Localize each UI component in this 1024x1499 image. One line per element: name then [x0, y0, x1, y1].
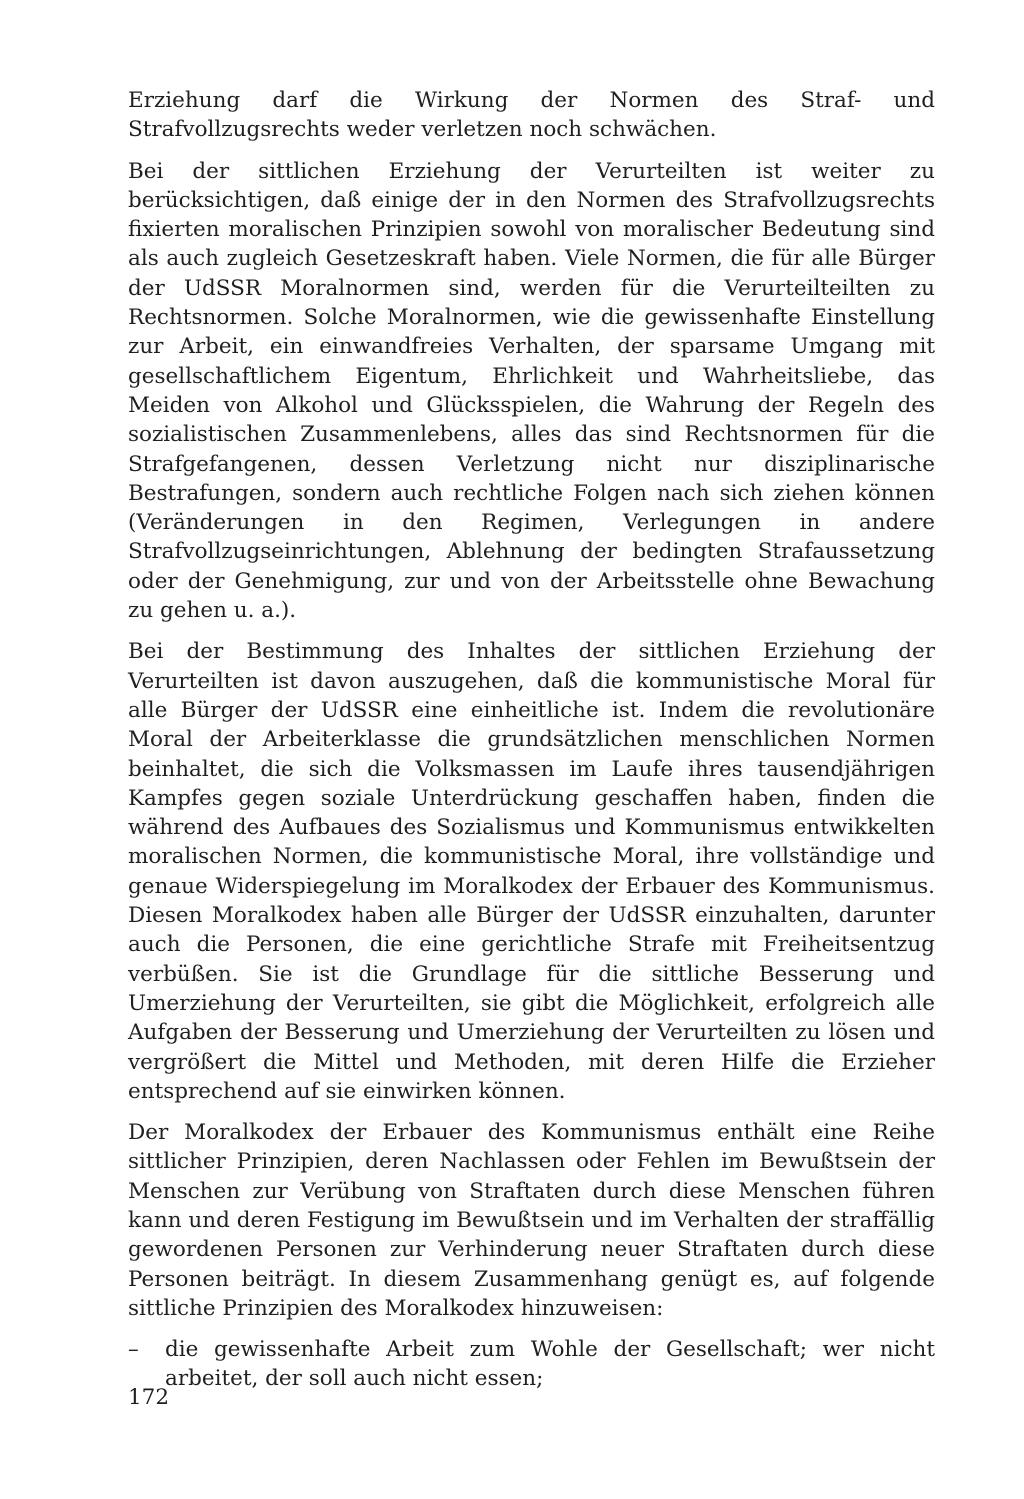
page-number: 172 [128, 1385, 170, 1410]
list-item-text: die gewissenhafte Arbeit zum Wohle der Gesellschaft; wer nicht arbeitet, der soll auch nicht essen; [165, 1337, 935, 1392]
page-body [128, 86, 935, 1394]
paragraph-1: Erziehung darf die Wirkung der Normen des Straf- und Strafvollzugsrechts weder verletzen noch schwächen. [128, 88, 935, 143]
paragraph-2: Bei der sittlichen Erziehung der Verurteilten ist weiter zu berücksichtigen, daß einige der in den Normen des Strafvollzugsrechts fixierten moralischen Prinzipien sowohl von moralischer Bedeutung sind als auch zugleich Gesetzeskraft haben. Viele Normen, die für alle Bürger der UdSSR Moralnormen sind, werden für die Verurteilteilten zu Rechtsnormen. Solche Moralnormen, wie die gewissenhafte Einstellung zur Arbeit, ein einwandfreies Verhalten, der sparsame Umgang mit gesellschaftlichem Eigentum, Ehrlichkeit und Wahrheitsliebe, das Meiden von Alkohol und Glücksspielen, die Wahrung der Regeln des sozialistischen Zusammenlebens, alles das sind Rechtsnormen für die Strafgefangenen, dessen Verletzung nicht nur disziplinarische Bestrafungen, sondern auch rechtliche Folgen nach sich ziehen können (Veränderungen in den Regimen, Verlegungen in andere Strafvollzugseinrichtungen, Ablehnung der bedingten Strafaussetzung oder der Genehmigung, zur und von der Arbeitsstelle ohne Bewachung zu gehen u. a.). [128, 158, 935, 624]
list-bullet: – [128, 1337, 139, 1363]
paragraph-4: Der Moralkodex der Erbauer des Kommunismus enthält eine Reihe sittlicher Prinzipien, deren Nachlassen oder Fehlen im Bewußtsein der Menschen zur Verübung von Straftaten durch diese Menschen führen kann und deren Festigung im Bewußtsein und im Verhalten der straffällig gewordenen Personen zur Verhinderung neuer Straftaten durch diese Personen beiträgt. In diesem Zusammenhang genügt es, auf folgende sittliche Prinzipien des Moralkodex hinzuweisen: [128, 1120, 935, 1321]
paragraph-3: Bei der Bestimmung des Inhaltes der sittlichen Erziehung der Verurteilten ist davon auszugehen, daß die kommunistische Moral für alle Bürger der UdSSR eine einheitliche ist. Indem die revolutionäre Moral der Arbeiterklasse die grundsätzlichen menschlichen Normen beinhaltet, die sich die Volksmassen im Laufe ihres tausendjährigen Kampfes gegen soziale Unterdrückung geschaffen haben, finden die während des Aufbaues des Sozialismus und Kommunismus entwikkelten moralischen Normen, die kommunistische Moral, ihre vollständige und genaue Widerspiegelung im Moralkodex der Erbauer des Kommunismus. Diesen Moralkodex haben alle Bürger der UdSSR einzuhalten, darunter auch die Personen, die eine gerichtliche Strafe mit Freiheitsentzug verbüßen. Sie ist die Grundlage für die sittliche Besserung und Umerziehung der Verurteilten, sie gibt die Möglichkeit, erfolgreich alle Aufgaben der Besserung und Umerziehung der Verurteilten zu lösen und vergrößert die Mittel und Methoden, mit deren Hilfe die Erzieher entsprechend auf sie einwirken können. [128, 639, 935, 1104]
list-item [128, 1335, 935, 1394]
